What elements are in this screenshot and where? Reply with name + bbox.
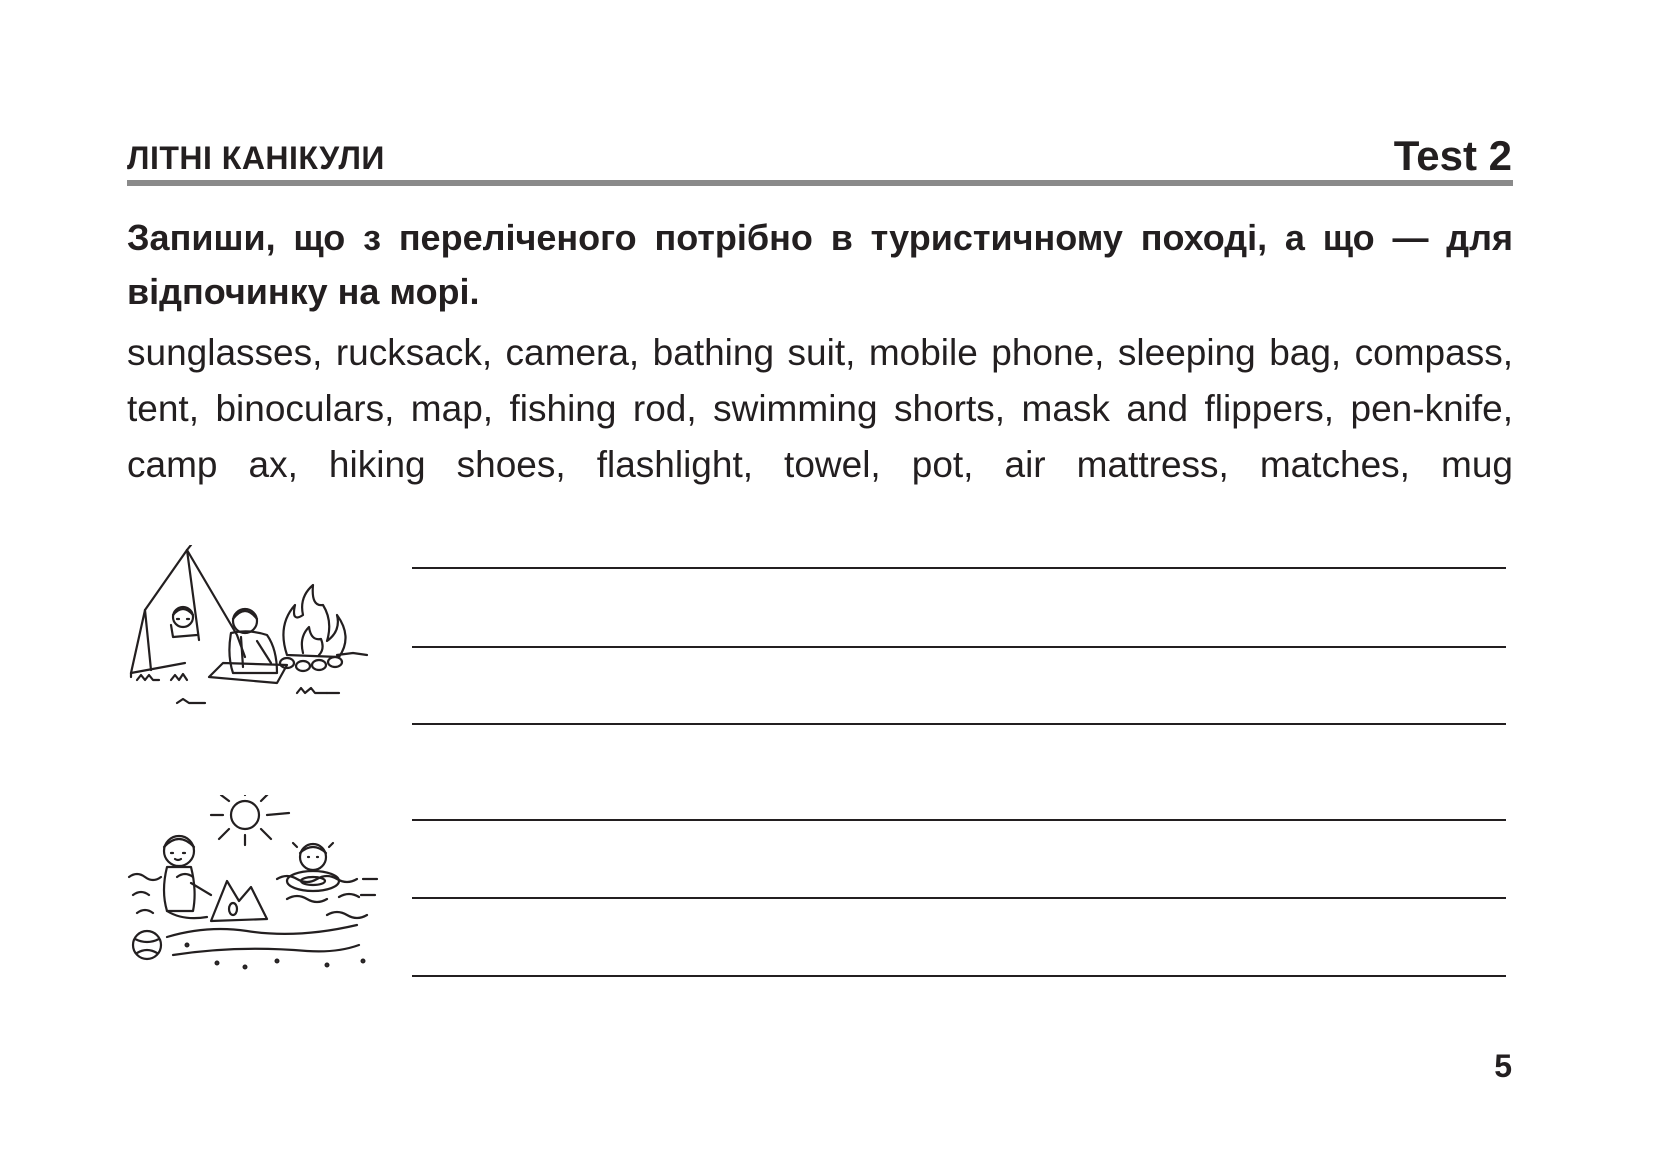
section-title: ЛІТНІ КАНІКУЛИ: [127, 140, 385, 176]
answer-line-camping-3[interactable]: [412, 723, 1506, 725]
word-list: sunglasses, rucksack, camera, bathing suit, mobile phone, sleeping bag, compass, tent, binoculars, map, fishing rod, swimming shorts, mask and flippers, pen-knife, camp ax, hiking shoes, flashlight, towel, pot, air mattress, matches, mug: [127, 332, 1513, 485]
answer-line-beach-1[interactable]: [412, 819, 1506, 821]
answer-line-beach-2[interactable]: [412, 897, 1506, 899]
task-instruction: Запиши, що з переліченого потрібно в туристичному поході, а що — для відпочинку на морі.: [127, 217, 1513, 312]
camping-scene-icon: [127, 545, 377, 715]
page-number: 5: [1494, 1048, 1512, 1084]
beach-scene-icon: [127, 795, 387, 975]
answer-line-beach-3[interactable]: [412, 975, 1506, 977]
test-label: Test 2: [1393, 132, 1512, 179]
answer-line-camping-1[interactable]: [412, 567, 1506, 569]
answer-line-camping-2[interactable]: [412, 646, 1506, 648]
header-divider: [127, 180, 1513, 186]
